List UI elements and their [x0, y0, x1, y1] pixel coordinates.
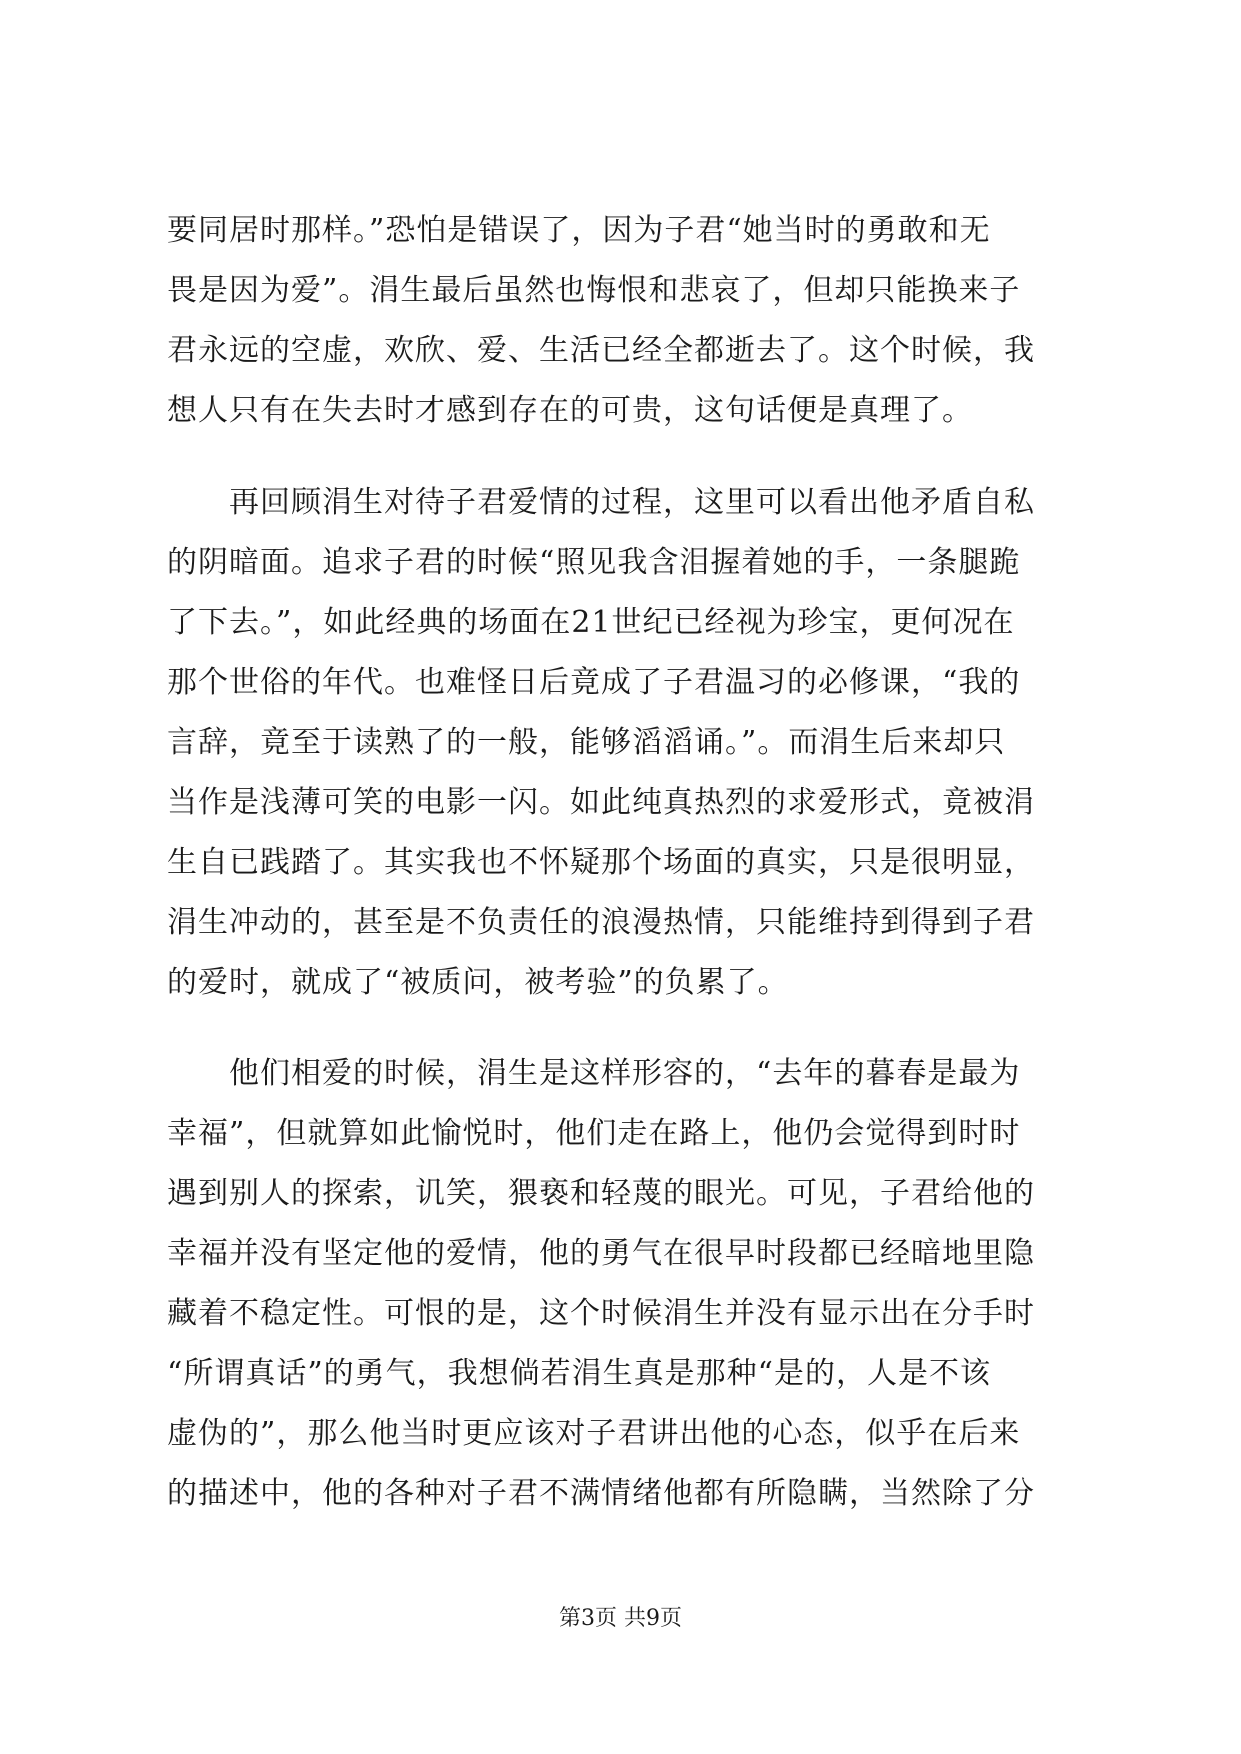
text-line: “所谓真话”的勇气，我想倘若涓生真是那种“是的，人是不该	[167, 1356, 992, 1391]
page-number-footer: 第3页 共9页	[559, 1606, 682, 1631]
text-line: 的描述中，他的各种对子君不满情绪他都有所隐瞒，当然除了分	[167, 1476, 1035, 1511]
text-line: 的爱时，就成了“被质问，被考验”的负累了。	[167, 965, 789, 1000]
text-line: 那个世俗的年代。也难怪日后竟成了子君温习的必修课，“我的	[167, 665, 1021, 700]
text-line: 想人只有在失去时才感到存在的可贵，这句话便是真理了。	[167, 393, 973, 428]
text-line: 藏着不稳定性。可恨的是，这个时候涓生并没有显示出在分手时	[167, 1296, 1035, 1331]
text-line: 畏是因为爱”。涓生最后虽然也悔恨和悲哀了，但却只能换来子	[167, 273, 1021, 308]
text-line: 幸福”，但就算如此愉悦时，他们走在路上，他仍会觉得到时时	[167, 1116, 1021, 1151]
text-line: 当作是浅薄可笑的电影一闪。如此纯真热烈的求爱形式，竟被涓	[167, 785, 1035, 820]
text-line: 涓生冲动的，甚至是不负责任的浪漫热情，只能维持到得到子君	[167, 905, 1035, 940]
text-line: 君永远的空虚，欢欣、爱、生活已经全都逝去了。这个时候，我	[167, 333, 1035, 368]
text-line: 的阴暗面。追求子君的时候“照见我含泪握着她的手，一条腿跪	[167, 545, 1021, 580]
text-line: 再回顾涓生对待子君爱情的过程，这里可以看出他矛盾自私	[167, 485, 1035, 520]
text-line: 幸福并没有坚定他的爱情，他的勇气在很早时段都已经暗地里隐	[167, 1236, 1035, 1271]
text-line: 生自已践踏了。其实我也不怀疑那个场面的真实，只是很明显，	[167, 845, 1035, 880]
text-line: 遇到别人的探索，讥笑，猥亵和轻蔑的眼光。可见，子君给他的	[167, 1176, 1035, 1211]
text-line: 言辞，竟至于读熟了的一般，能够滔滔诵。”。而涓生后来却只	[167, 725, 1006, 760]
text-line: 虚伪的”，那么他当时更应该对子君讲出他的心态，似乎在后来	[167, 1416, 1021, 1451]
text-line: 他们相爱的时候，涓生是这样形容的，“去年的暮春是最为	[167, 1056, 1021, 1091]
text-line: 了下去。”，如此经典的场面在21世纪已经视为珍宝，更何况在	[167, 605, 1015, 640]
text-line: 要同居时那样。”恐怕是错误了，因为子君“她当时的勇敢和无	[167, 213, 991, 248]
